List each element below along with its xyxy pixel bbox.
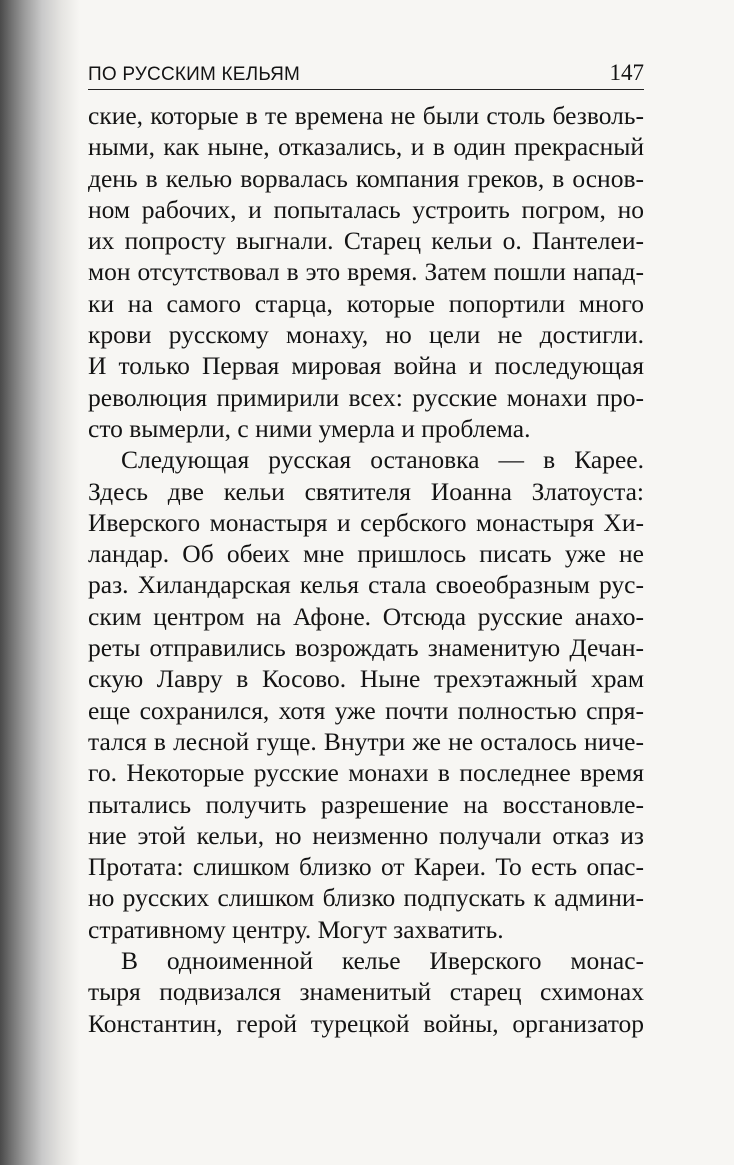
book-page <box>88 60 644 1039</box>
text-line: ландар. Об обеих мне пришлось писать уже не <box>88 539 644 569</box>
paragraph-3 <box>88 945 644 1039</box>
text-line: реты отправились возрождать знаменитую Дечан- <box>88 633 644 663</box>
text-line: тыря подвизался знаменитый старец схимонах <box>88 977 644 1007</box>
running-header <box>88 60 644 90</box>
text-line: го. Некоторые русские монахи в последнее время <box>88 758 644 788</box>
text-line: еще сохранился, хотя уже почти полностью спря- <box>88 695 644 725</box>
text-line: ном рабочих, и попыталась устроить погром, но <box>88 194 644 224</box>
running-header-title: ПО РУССКИМ КЕЛЬЯМ <box>88 64 301 85</box>
text-line: день в келью ворвалась компания греков, в основ- <box>88 163 644 193</box>
text-line: крови русскому монаху, но цели не достигли. <box>88 320 644 350</box>
text-line: ским центром на Афоне. Отсюда русские анахо- <box>88 601 644 631</box>
text-line: Константин, герой турецкой войны, организатор <box>88 1008 644 1038</box>
paragraph-2 <box>88 444 644 945</box>
text-line: скую Лавру в Косово. Ныне трехэтажный храм <box>88 664 644 694</box>
text-line: ки на самого старца, которые попортили много <box>88 288 644 318</box>
text-line: тался в лесной гуще. Внутри же не осталось ниче- <box>88 726 644 756</box>
page-number: 147 <box>609 60 644 85</box>
text-line: революция примирили всех: русские монахи про- <box>88 382 644 412</box>
text-line: мон отсутствовал в это время. Затем пошли напад- <box>88 257 644 287</box>
text-line: ными, как ныне, отказались, и в один прекрасный <box>88 132 644 162</box>
text-line: Следующая русская остановка — в Карее. <box>121 445 644 475</box>
scan-gutter-shadow <box>0 0 80 1165</box>
paragraph-1 <box>88 100 644 444</box>
text-line: Протата: слишком близко от Кареи. То есть опас- <box>88 852 644 882</box>
text-line: сто вымерли, с ними умерла и проблема. <box>88 413 531 443</box>
text-line: Иверского монастыря и сербского монастыря Хи- <box>88 507 644 537</box>
text-line: И только Первая мировая война и последующая <box>88 351 644 381</box>
text-line: ние этой кельи, но неизменно получали отказ из <box>88 820 644 850</box>
text-line: В одноименной келье Иверского монас- <box>121 946 644 976</box>
text-line: ские, которые в те времена не были столь безволь- <box>88 101 644 130</box>
body-text <box>88 100 644 1039</box>
text-line: Здесь две кельи святителя Иоанна Златоуста: <box>88 476 644 506</box>
text-line: но русских слишком близко подпускать к админи- <box>88 883 644 913</box>
text-line: их попросту выгнали. Старец кельи о. Пантелеи- <box>88 226 644 256</box>
text-line: стративному центру. Могут захватить. <box>88 914 504 944</box>
text-line: раз. Хиландарская келья стала своеобразным рус- <box>88 570 644 600</box>
text-line: пытались получить разрешение на восстановле- <box>88 789 644 819</box>
